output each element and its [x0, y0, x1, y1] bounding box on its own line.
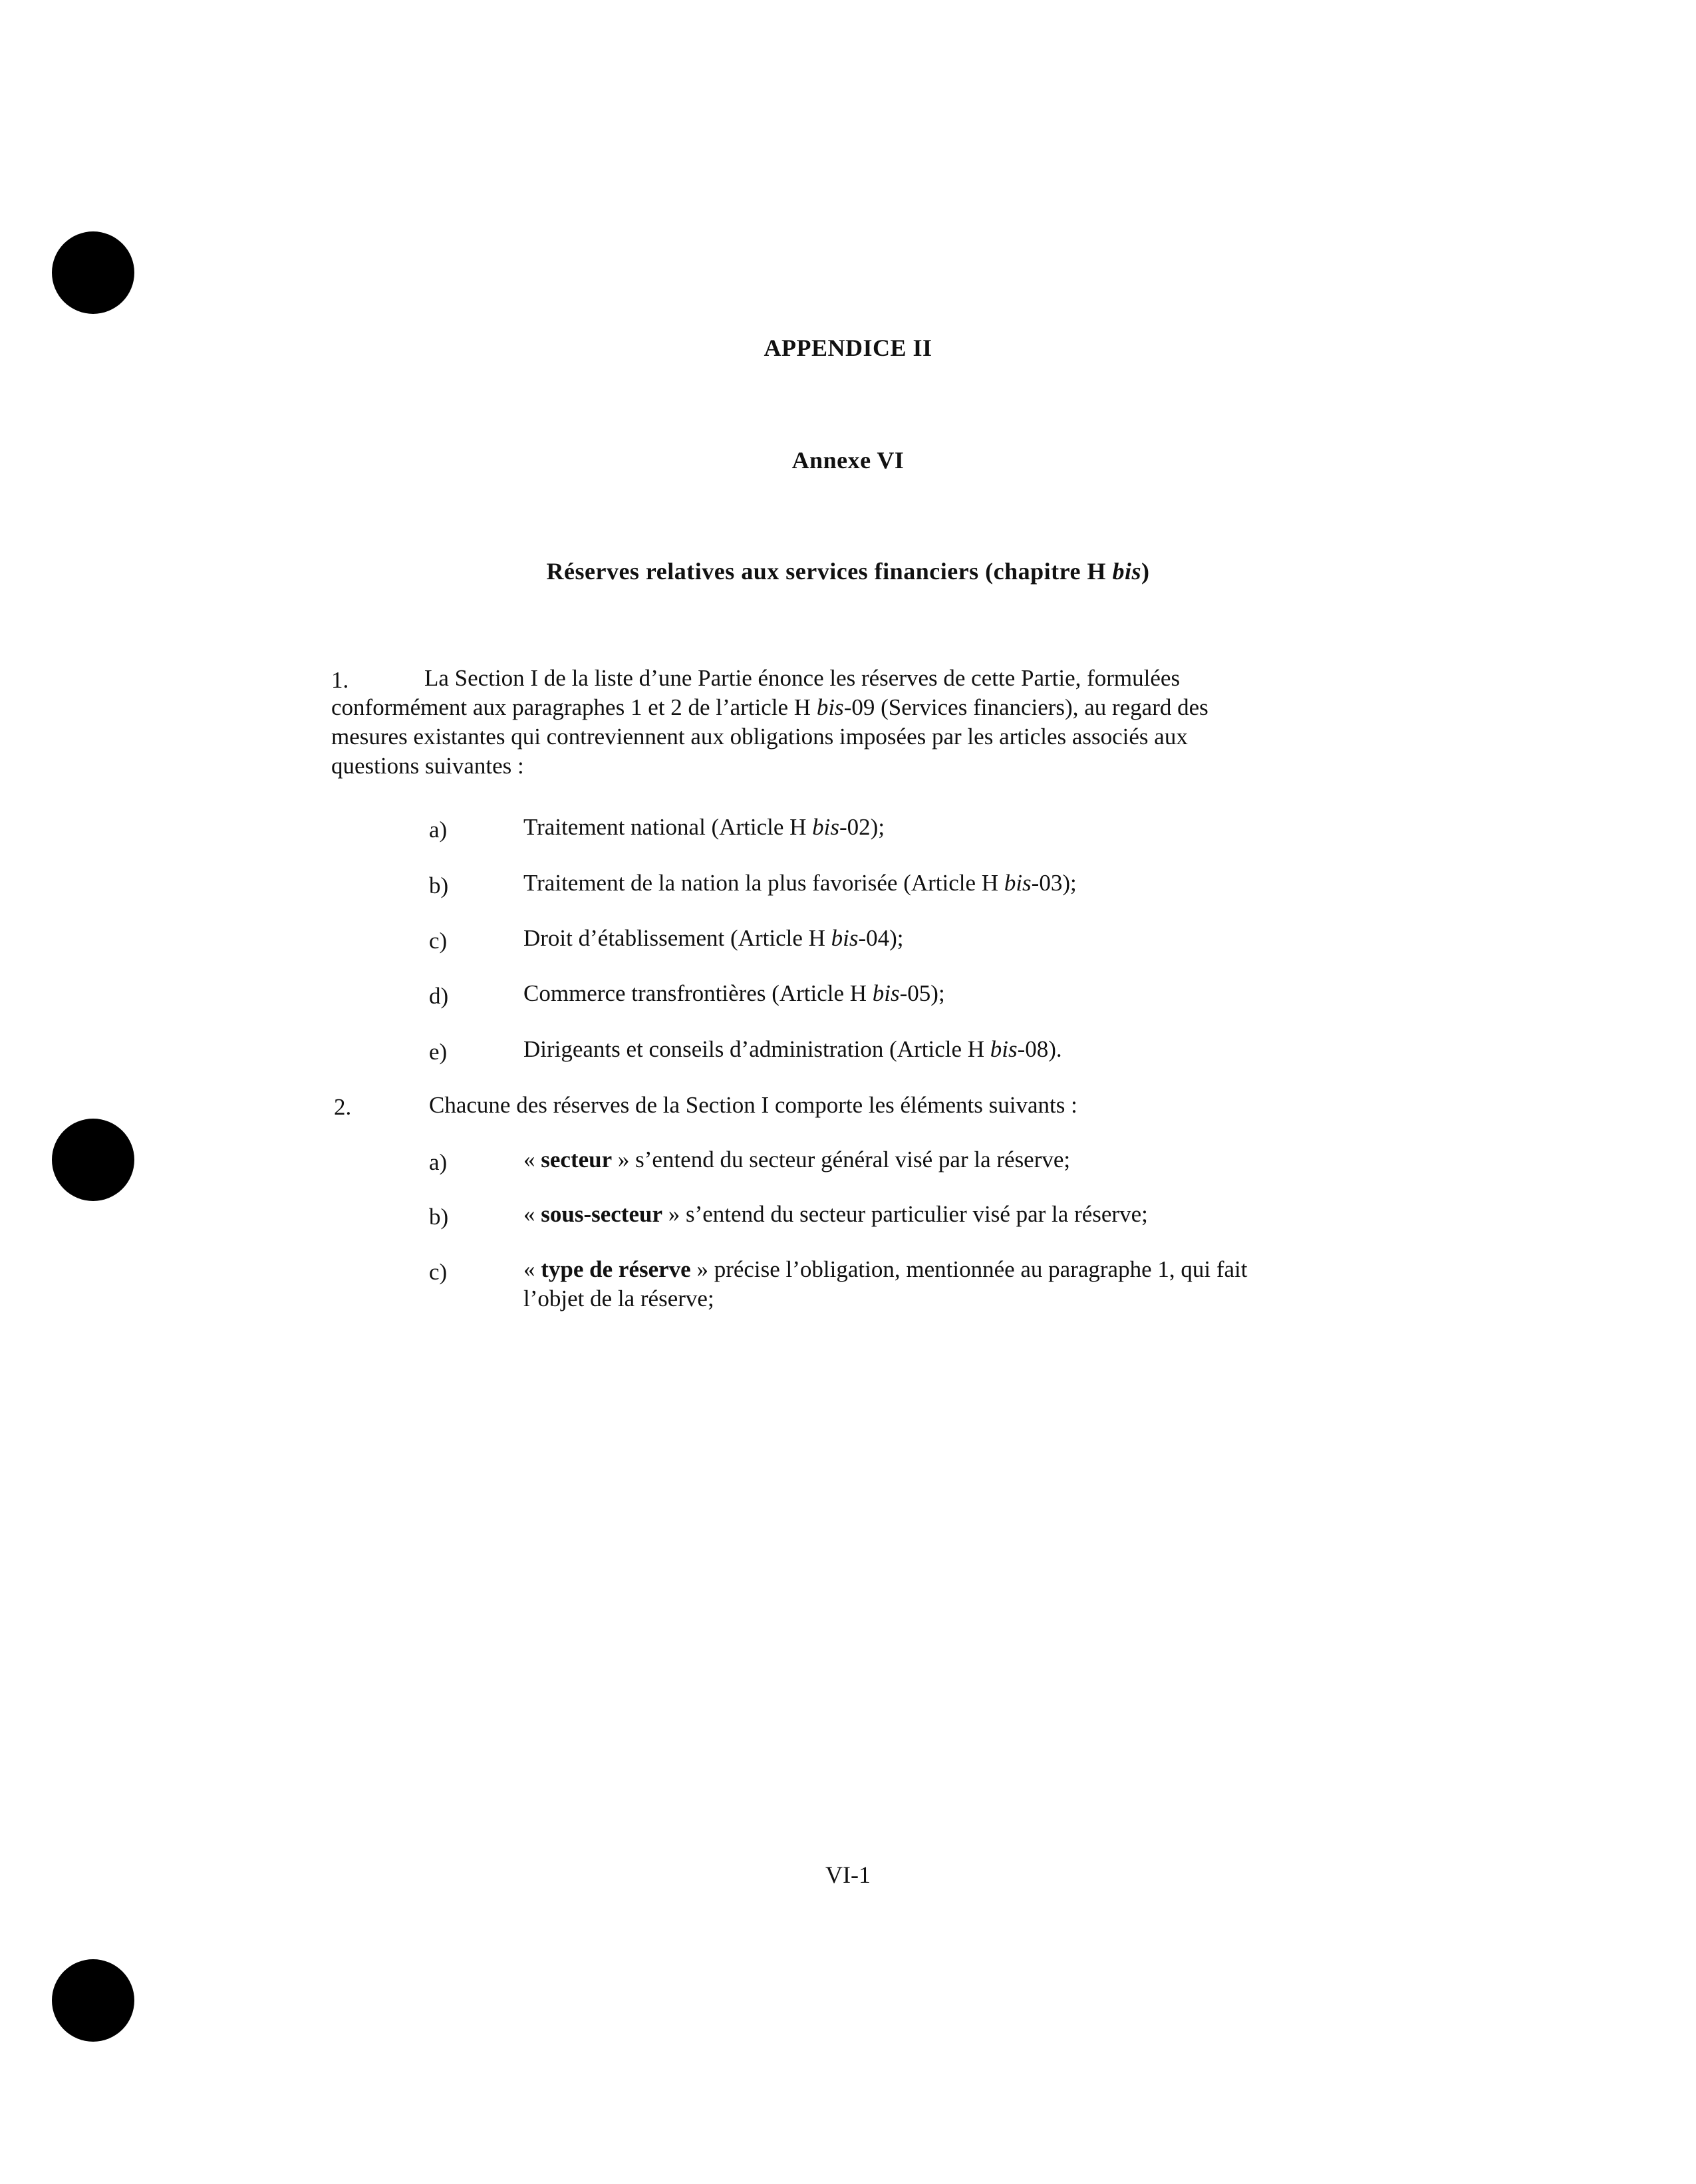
item-text-a: Commerce transfrontières (Article H: [523, 980, 873, 1006]
appendix-title: APPENDICE II: [764, 335, 932, 361]
term-bold: sous-secteur: [541, 1201, 662, 1227]
quote-open: «: [523, 1147, 541, 1172]
para1-item-text: [523, 869, 1355, 898]
quote-close: »: [662, 1201, 680, 1227]
item-text-a: Traitement de la nation la plus favorisée (Article H: [523, 870, 1004, 896]
page-number: VI-1: [825, 1861, 871, 1888]
para2-item-text: [523, 1255, 1355, 1284]
definition-text: s’entend du secteur particulier visé par la réserve;: [680, 1201, 1148, 1227]
para2-item-letter: a): [429, 1149, 448, 1175]
para2-item-text-continuation: l’objet de la réserve;: [523, 1286, 714, 1311]
item-text-b: -05);: [899, 980, 945, 1006]
quote-open: «: [523, 1201, 541, 1227]
paragraph-1-line-3: mesures existantes qui contreviennent aux obligations imposées par les articles associés aux: [331, 724, 1188, 750]
para2-item-letter: b): [429, 1204, 449, 1230]
definition-text: précise l’obligation, mentionnée au paragraphe 1, qui fait: [708, 1256, 1248, 1282]
item-text-b: -03);: [1031, 870, 1077, 896]
subtitle-text: Réserves relatives aux services financiers (chapitre H: [546, 558, 1113, 585]
annex-title: Annexe VI: [791, 447, 905, 474]
item-text-italic: bis: [812, 814, 840, 840]
para1-item-text: [523, 813, 1355, 842]
item-text-b: -02);: [839, 814, 885, 840]
paragraph-2-number: 2.: [334, 1094, 352, 1120]
para1-item-letter: b): [429, 873, 449, 898]
paragraph-1-line-2: [331, 693, 1208, 722]
paragraph-1-line-2-text: conformément aux paragraphes 1 et 2 de l’article H: [331, 694, 817, 720]
paragraph-1-line-1: La Section I de la liste d’une Partie énonce les réserves de cette Partie, formulées: [424, 665, 1181, 691]
punch-hole-bottom: [52, 1959, 134, 2042]
quote-close: »: [690, 1256, 708, 1282]
item-text-a: Dirigeants et conseils d’administration (Article H: [523, 1036, 990, 1062]
paragraph-1-line-2-italic: bis: [816, 694, 844, 720]
para1-item-text: [523, 924, 1355, 953]
para2-item-letter: c): [429, 1259, 448, 1285]
item-text-italic: bis: [1004, 870, 1032, 896]
para1-item-letter: a): [429, 817, 448, 843]
para2-item-text: [523, 1200, 1355, 1229]
paragraph-1-line-2-rest: -09 (Services financiers), au regard des: [843, 694, 1208, 720]
para1-item-letter: d): [429, 983, 449, 1009]
item-text-italic: bis: [831, 925, 859, 951]
item-text-a: Traitement national (Article H: [523, 814, 813, 840]
para1-item-letter: e): [429, 1039, 448, 1065]
punch-hole-top: [52, 231, 134, 314]
quote-open: «: [523, 1256, 541, 1282]
para1-item-text: [523, 979, 1355, 1008]
subtitle-suffix: ): [1141, 558, 1150, 585]
annex-subtitle: [0, 557, 1696, 585]
item-text-italic: bis: [990, 1036, 1018, 1062]
paragraph-1-line-4: questions suivantes :: [331, 753, 524, 779]
paragraph-1-number: 1.: [331, 667, 349, 693]
para2-item-text: [523, 1145, 1355, 1174]
quote-close: »: [612, 1147, 630, 1172]
item-text-italic: bis: [872, 980, 900, 1006]
paragraph-2-text: Chacune des réserves de la Section I comporte les éléments suivants :: [429, 1092, 1077, 1118]
punch-hole-middle: [52, 1119, 134, 1201]
term-bold: type de réserve: [541, 1256, 691, 1282]
item-text-a: Droit d’établissement (Article H: [523, 925, 831, 951]
para1-item-letter: c): [429, 928, 448, 954]
subtitle-italic: bis: [1112, 558, 1141, 585]
para1-item-text: [523, 1035, 1355, 1064]
item-text-b: -08).: [1017, 1036, 1062, 1062]
definition-text: s’entend du secteur général visé par la réserve;: [629, 1147, 1071, 1172]
item-text-b: -04);: [858, 925, 904, 951]
term-bold: secteur: [541, 1147, 613, 1172]
